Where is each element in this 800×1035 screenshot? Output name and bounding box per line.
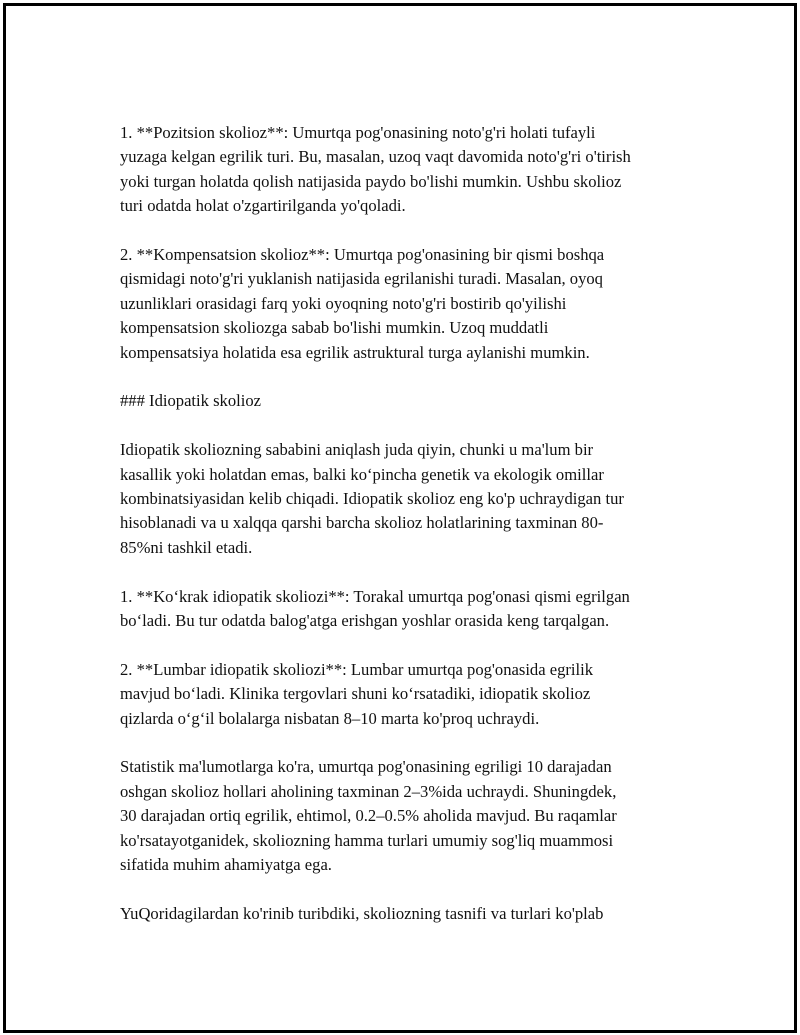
document-body: [120, 121, 700, 951]
text-line: yuzaga kelgan egrilik turi. Bu, masalan, uzoq vaqt davomida noto'g'ri o'tirish: [120, 147, 631, 167]
text-line: ko'rsatayotganidek, skoliozning hamma turlari umumiy sog'liq muammosi: [120, 830, 614, 850]
page-frame: [3, 3, 797, 1033]
text-line: YuQoridagilardan ko'rinib turibdiki, skoliozning tasnifi va turlari ko'plab: [120, 903, 604, 923]
text-line: yoki turgan holatda qolish natijasida paydo bo'lishi mumkin. Ushbu skolioz: [120, 171, 622, 191]
section-heading-idiopatik: [120, 389, 700, 413]
paragraph-pozitsion-skolioz: [120, 121, 700, 219]
text-line: 85%ni tashkil etadi.: [120, 537, 253, 557]
text-line: hisoblanadi va u xalqqa qarshi barcha skolioz holatlarining taxminan 80-: [120, 513, 604, 533]
text-line: kompensatsion skoliozga sabab bo'lishi mumkin. Uzoq muddatli: [120, 318, 549, 338]
text-line: 2. **Lumbar idiopatik skoliozi**: Lumbar umurtqa pog'onasida egrilik: [120, 659, 594, 679]
text-line: Statistik ma'lumotlarga ko'ra, umurtqa pog'onasining egriligi 10 darajadan: [120, 757, 612, 777]
text-line: 30 darajadan ortiq egrilik, ehtimol, 0.2–0.5% aholida mavjud. Bu raqamlar: [120, 806, 617, 826]
paragraph-lumbar-idiopatik: [120, 658, 700, 731]
text-line: bo‘ladi. Bu tur odatda balog'atga erishgan yoshlar orasida keng tarqalgan.: [120, 611, 610, 631]
text-line: ### Idiopatik skolioz: [120, 391, 262, 411]
text-line: turi odatda holat o'zgartirilganda yo'qoladi.: [120, 196, 406, 216]
text-line: mavjud bo‘ladi. Klinika tergovlari shuni ko‘rsatadiki, idiopatik skolioz: [120, 684, 591, 704]
text-line: kompensatsiya holatida esa egrilik astruktural turga aylanishi mumkin.: [120, 342, 590, 362]
text-line: uzunliklari orasidagi farq yoki oyoqning noto'g'ri bostirib qo'yilishi: [120, 293, 567, 313]
paragraph-kokrak-idiopatik: [120, 585, 700, 634]
paragraph-idiopatik-intro: [120, 438, 700, 560]
paragraph-yuqoridagilardan: [120, 902, 700, 926]
paragraph-kompensatsion-skolioz: [120, 243, 700, 365]
text-line: oshgan skolioz hollari aholining taxminan 2–3%ida uchraydi. Shuningdek,: [120, 781, 617, 801]
text-line: 1. **Ko‘krak idiopatik skoliozi**: Torakal umurtqa pog'onasi qismi egrilgan: [120, 586, 630, 606]
text-line: 1. **Pozitsion skolioz**: Umurtqa pog'onasining noto'g'ri holati tufayli: [120, 123, 596, 142]
paragraph-statistik: [120, 755, 700, 877]
text-line: kasallik yoki holatdan emas, balki ko‘pincha genetik va ekologik omillar: [120, 464, 604, 484]
text-line: kombinatsiyasidan kelib chiqadi. Idiopatik skolioz eng ko'p uchraydigan tur: [120, 489, 624, 509]
text-line: Idiopatik skoliozning sababini aniqlash juda qiyin, chunki u ma'lum bir: [120, 440, 594, 460]
text-line: sifatida muhim ahamiyatga ega.: [120, 855, 332, 875]
text-line: qismidagi noto'g'ri yuklanish natijasida egrilanishi turadi. Masalan, oyoq: [120, 269, 603, 289]
text-line: qizlarda o‘g‘il bolalarga nisbatan 8–10 marta ko'proq uchraydi.: [120, 708, 540, 728]
text-line: 2. **Kompensatsion skolioz**: Umurtqa pog'onasining bir qismi boshqa: [120, 245, 605, 265]
